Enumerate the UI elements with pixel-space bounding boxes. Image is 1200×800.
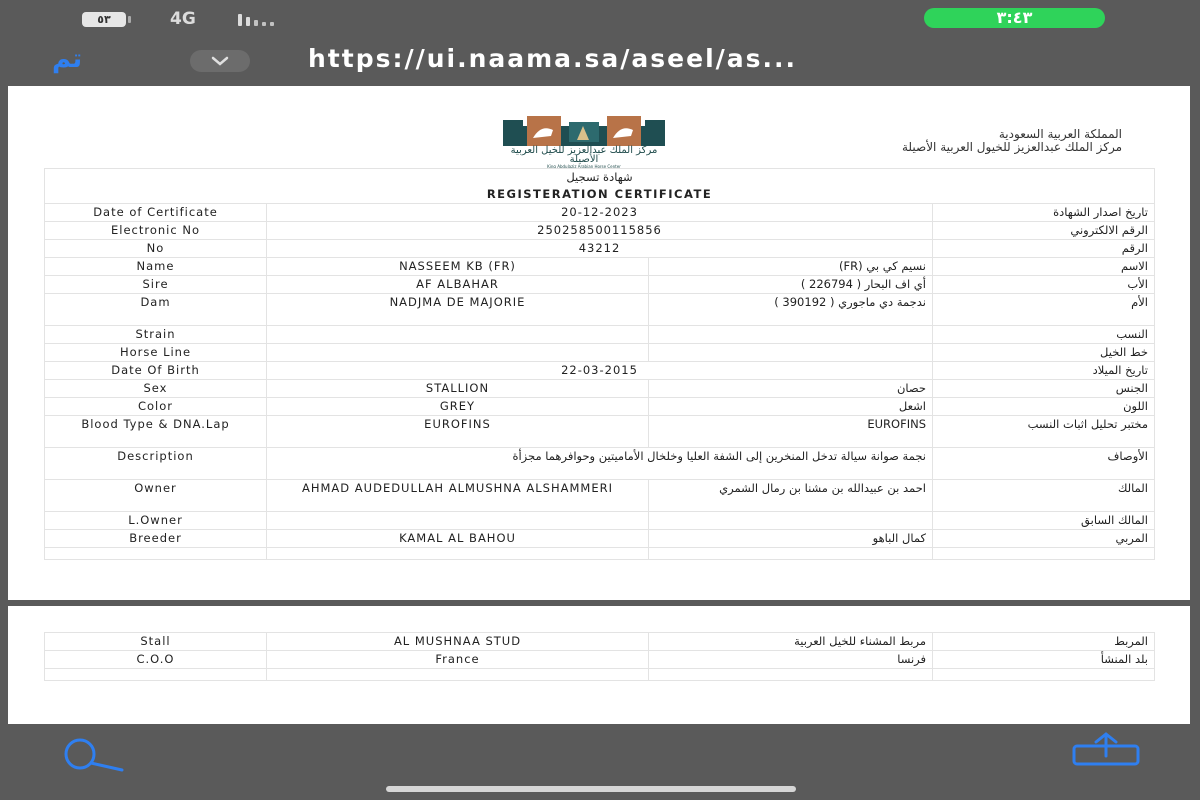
row-value: 20-12-2023: [267, 204, 933, 222]
table-row-empty: [45, 548, 1155, 560]
row-label-en: Stall: [45, 633, 267, 651]
url-text[interactable]: https://ui.naama.sa/aseel/as...: [308, 44, 798, 73]
row-label-en: Breeder: [45, 530, 267, 548]
table-row: [45, 362, 1155, 380]
row-label-en: Dam: [45, 294, 267, 326]
table-row: [45, 530, 1155, 548]
row-label-ar: الأم: [933, 294, 1155, 326]
find-button[interactable]: [58, 736, 128, 780]
row-label-en: Sire: [45, 276, 267, 294]
empty-cell: [267, 669, 649, 681]
row-label-ar: مختبر تحليل اثبات النسب: [933, 416, 1155, 448]
row-label-ar: المربي: [933, 530, 1155, 548]
table-row: [45, 276, 1155, 294]
row-value-ar: مربط المشناء للخيل العربية: [649, 633, 933, 651]
row-label-ar: النسب: [933, 326, 1155, 344]
empty-cell: [933, 548, 1155, 560]
row-label-en: No: [45, 240, 267, 258]
table-row: [45, 651, 1155, 669]
row-label-ar: الجنس: [933, 380, 1155, 398]
row-label-ar: تاريخ اصدار الشهادة: [933, 204, 1155, 222]
row-label-ar: اللون: [933, 398, 1155, 416]
row-value: 22-03-2015: [267, 362, 933, 380]
table-row: [45, 204, 1155, 222]
certificate-title-ar: شهادة تسجيل: [566, 170, 633, 184]
table-row: [45, 344, 1155, 362]
table-row: [45, 416, 1155, 448]
done-button[interactable]: تم: [52, 44, 83, 74]
row-value-en: [267, 344, 649, 362]
status-bar: [0, 0, 1200, 40]
network-type: 4G: [170, 9, 196, 29]
empty-cell: [45, 669, 267, 681]
table-row: [45, 326, 1155, 344]
row-value-en: [267, 326, 649, 344]
center-text: مركز الملك عبدالعزيز للخيول العربية الأصيلة: [901, 140, 1122, 154]
certificate-title-row-en: [45, 186, 1155, 204]
row-label-en: Sex: [45, 380, 267, 398]
table-row: [45, 448, 1155, 480]
battery-indicator: ٥٣: [82, 12, 126, 27]
table-row: [45, 512, 1155, 530]
home-indicator: [386, 786, 796, 792]
row-value-ar: ندجمة دي ماجوري ( 390192 ): [649, 294, 933, 326]
row-label-ar: الرقم: [933, 240, 1155, 258]
table-row: [45, 258, 1155, 276]
row-label-en: Blood Type & DNA.Lap: [45, 416, 267, 448]
row-label-ar: المربط: [933, 633, 1155, 651]
logo-english-text: King Abdulaziz Arabian Horse Center: [547, 164, 621, 169]
table-row: [45, 398, 1155, 416]
row-value-en: STALLION: [267, 380, 649, 398]
row-value-ar: حصان: [649, 380, 933, 398]
certificate-page: [8, 86, 1190, 600]
empty-cell: [267, 548, 649, 560]
browser-url-bar: [0, 40, 1200, 84]
empty-cell: [45, 548, 267, 560]
row-label-ar: المالك السابق: [933, 512, 1155, 530]
row-value: نجمة صوانة سيالة تدخل المنخرين إلى الشفة العليا وخلخال الأماميتين وحوافرهما مجزأة: [267, 448, 933, 480]
options-button[interactable]: [190, 50, 250, 72]
row-label-en: Color: [45, 398, 267, 416]
row-value-en: AHMAD AUDEDULLAH ALMUSHNA ALSHAMMERI: [267, 480, 649, 512]
row-label-ar: الاسم: [933, 258, 1155, 276]
empty-cell: [649, 548, 933, 560]
row-value-ar: [649, 326, 933, 344]
row-value-en: [267, 512, 649, 530]
row-value-en: GREY: [267, 398, 649, 416]
row-label-en: C.O.O: [45, 651, 267, 669]
row-value-ar: [649, 344, 933, 362]
table-row: [45, 380, 1155, 398]
org-header: [902, 128, 1122, 154]
row-value: 43212: [267, 240, 933, 258]
empty-cell: [933, 669, 1155, 681]
row-value-ar: نسيم كي بي (FR): [649, 258, 933, 276]
row-value-ar: اشعل: [649, 398, 933, 416]
row-label-en: Owner: [45, 480, 267, 512]
row-value-ar: [649, 512, 933, 530]
row-value-ar: فرنسا: [649, 651, 933, 669]
row-value-en: NASSEEM KB (FR): [267, 258, 649, 276]
row-value-ar: كمال الباهو: [649, 530, 933, 548]
empty-cell: [649, 669, 933, 681]
row-label-ar: بلد المنشأ: [933, 651, 1155, 669]
row-label-ar: الأوصاف: [933, 448, 1155, 480]
table-row-empty: [45, 669, 1155, 681]
row-label-en: Name: [45, 258, 267, 276]
row-label-en: Description: [45, 448, 267, 480]
row-label-ar: الأب: [933, 276, 1155, 294]
search-icon: [58, 736, 128, 776]
row-label-ar: المالك: [933, 480, 1155, 512]
clock-pill[interactable]: ٣:٤٣: [924, 8, 1105, 28]
certificate-table-2: [44, 632, 1155, 681]
row-value-en: France: [267, 651, 649, 669]
row-value-en: AF ALBAHAR: [267, 276, 649, 294]
row-value-ar: EUROFINS: [649, 416, 933, 448]
row-label-ar: خط الخيل: [933, 344, 1155, 362]
row-label-en: Date of Certificate: [45, 204, 267, 222]
row-value-ar: احمد بن عبيدالله بن مشنا بن رمال الشمري: [649, 480, 933, 512]
row-value-ar: أي اف البحار ( 226794 ): [649, 276, 933, 294]
share-icon: [1070, 732, 1142, 766]
logo-arabic-text: مركز الملك عبدالعزيز للخيل العربية الأصيلة: [510, 145, 658, 165]
share-button[interactable]: [1070, 732, 1142, 770]
table-row: [45, 240, 1155, 258]
row-label-en: Horse Line: [45, 344, 267, 362]
browser-toolbar: [0, 724, 1200, 800]
center-logo: [503, 116, 665, 172]
row-label-en: Date Of Birth: [45, 362, 267, 380]
certificate-table: [44, 168, 1155, 560]
row-label-en: Electronic No: [45, 222, 267, 240]
signal-icon: [238, 12, 274, 26]
table-row: [45, 294, 1155, 326]
row-label-ar: تاريخ الميلاد: [933, 362, 1155, 380]
row-value-en: AL MUSHNAA STUD: [267, 633, 649, 651]
table-row: [45, 222, 1155, 240]
row-label-ar: الرقم الالكتروني: [933, 222, 1155, 240]
row-label-en: Strain: [45, 326, 267, 344]
kingdom-text: المملكة العربية السعودية: [998, 127, 1122, 141]
table-row: [45, 480, 1155, 512]
row-value-en: KAMAL AL BAHOU: [267, 530, 649, 548]
chevron-down-icon: [211, 56, 229, 66]
battery-tip: [128, 16, 131, 23]
table-row: [45, 633, 1155, 651]
row-value: 250258500115856: [267, 222, 933, 240]
row-value-en: NADJMA DE MAJORIE: [267, 294, 649, 326]
row-label-en: L.Owner: [45, 512, 267, 530]
certificate-page-2: [8, 606, 1190, 724]
certificate-title-en: REGISTERATION CERTIFICATE: [486, 187, 713, 201]
row-value-en: EUROFINS: [267, 416, 649, 448]
certificate-title-row: [45, 169, 1155, 187]
